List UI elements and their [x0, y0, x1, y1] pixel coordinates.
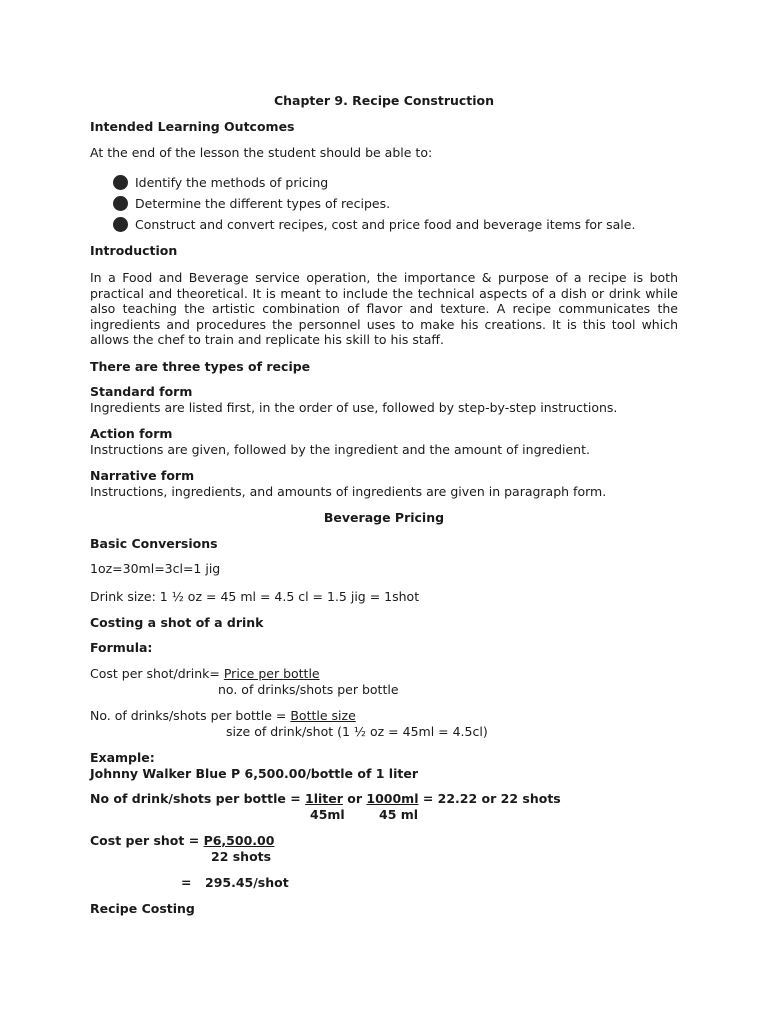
- calc-numerator-liter: 1liter: [305, 791, 343, 806]
- formula-cost-per-shot: [90, 666, 320, 682]
- calc-denominator-1: 45ml: [310, 807, 345, 822]
- formula-lhs: No. of drinks/shots per bottle =: [90, 708, 291, 723]
- bullet-text: Construct and convert recipes, cost and price food and beverage items for sale.: [135, 217, 636, 232]
- formula-label: Formula:: [90, 640, 153, 655]
- beverage-pricing-heading: Beverage Pricing: [323, 510, 445, 525]
- list-item: [113, 196, 390, 212]
- list-item: [113, 217, 635, 233]
- formula-shots-per-bottle: [90, 708, 356, 724]
- action-form-title: Action form: [90, 426, 173, 441]
- conversion-line-1: 1oz=30ml=3cl=1 jig: [90, 561, 221, 576]
- standard-form-text: Ingredients are listed first, in the order of use, followed by step-by-step instructions.: [90, 400, 618, 415]
- calc-lhs: No of drink/shots per bottle =: [90, 791, 306, 806]
- outcomes-heading: Intended Learning Outcomes: [90, 119, 295, 134]
- formula-denominator: size of drink/shot (1 ½ oz = 45ml = 4.5cl): [226, 724, 488, 739]
- calc-denominator-2: 45 ml: [379, 807, 419, 822]
- outcomes-lead: At the end of the lesson the student should be able to:: [90, 145, 433, 160]
- formula-lhs: Cost per shot/drink=: [90, 666, 224, 681]
- list-item: [113, 175, 328, 191]
- conversion-line-2: Drink size: 1 ½ oz = 45 ml = 4.5 cl = 1.5 jig = 1shot: [90, 589, 420, 604]
- cost-numerator: P6,500.00: [203, 833, 275, 848]
- action-form-text: Instructions are given, followed by the ingredient and the amount of ingredient.: [90, 442, 590, 457]
- introduction-paragraph: In a Food and Beverage service operation, the importance & purpose of a recipe is both practical and theoretical. It is meant to include the technical aspects of a dish or drink while also teaching the artistic combination of flavor and texture. A recipe communicates the ingredients and procedures the personnel uses to make his creations. It is this tool which allows the chef to train and replicate his skill to his staff.: [90, 270, 678, 348]
- example-shots-calculation: [90, 791, 561, 807]
- result-value: 295.45/shot: [205, 875, 289, 890]
- costing-shot-heading: Costing a shot of a drink: [90, 615, 264, 630]
- result-equals: =: [181, 875, 192, 890]
- example-cost-calculation: [90, 833, 274, 849]
- bullet-text: Identify the methods of pricing: [135, 175, 329, 190]
- recipe-types-heading: There are three types of recipe: [90, 359, 311, 374]
- formula-denominator: no. of drinks/shots per bottle: [218, 682, 399, 697]
- narrative-form-text: Instructions, ingredients, and amounts of ingredients are given in paragraph form.: [90, 484, 607, 499]
- calc-numerator-ml: 1000ml: [366, 791, 419, 806]
- formula-numerator: Bottle size: [290, 708, 356, 723]
- cost-denominator: 22 shots: [211, 849, 272, 864]
- introduction-heading: Introduction: [90, 243, 178, 258]
- chapter-title: Chapter 9. Recipe Construction: [273, 93, 495, 108]
- recipe-costing-heading: Recipe Costing: [90, 901, 195, 916]
- example-label: Example:: [90, 750, 155, 765]
- bullet-dot-icon: [113, 196, 128, 211]
- bullet-dot-icon: [113, 217, 128, 232]
- calc-result: = 22.22 or 22 shots: [418, 791, 561, 806]
- calc-or: or: [342, 791, 367, 806]
- standard-form-title: Standard form: [90, 384, 193, 399]
- formula-numerator: Price per bottle: [223, 666, 320, 681]
- example-product: Johnny Walker Blue P 6,500.00/bottle of 1 liter: [90, 766, 418, 781]
- cost-lhs: Cost per shot =: [90, 833, 204, 848]
- narrative-form-title: Narrative form: [90, 468, 195, 483]
- basic-conversions-heading: Basic Conversions: [90, 536, 218, 551]
- bullet-text: Determine the different types of recipes.: [135, 196, 391, 211]
- bullet-dot-icon: [113, 175, 128, 190]
